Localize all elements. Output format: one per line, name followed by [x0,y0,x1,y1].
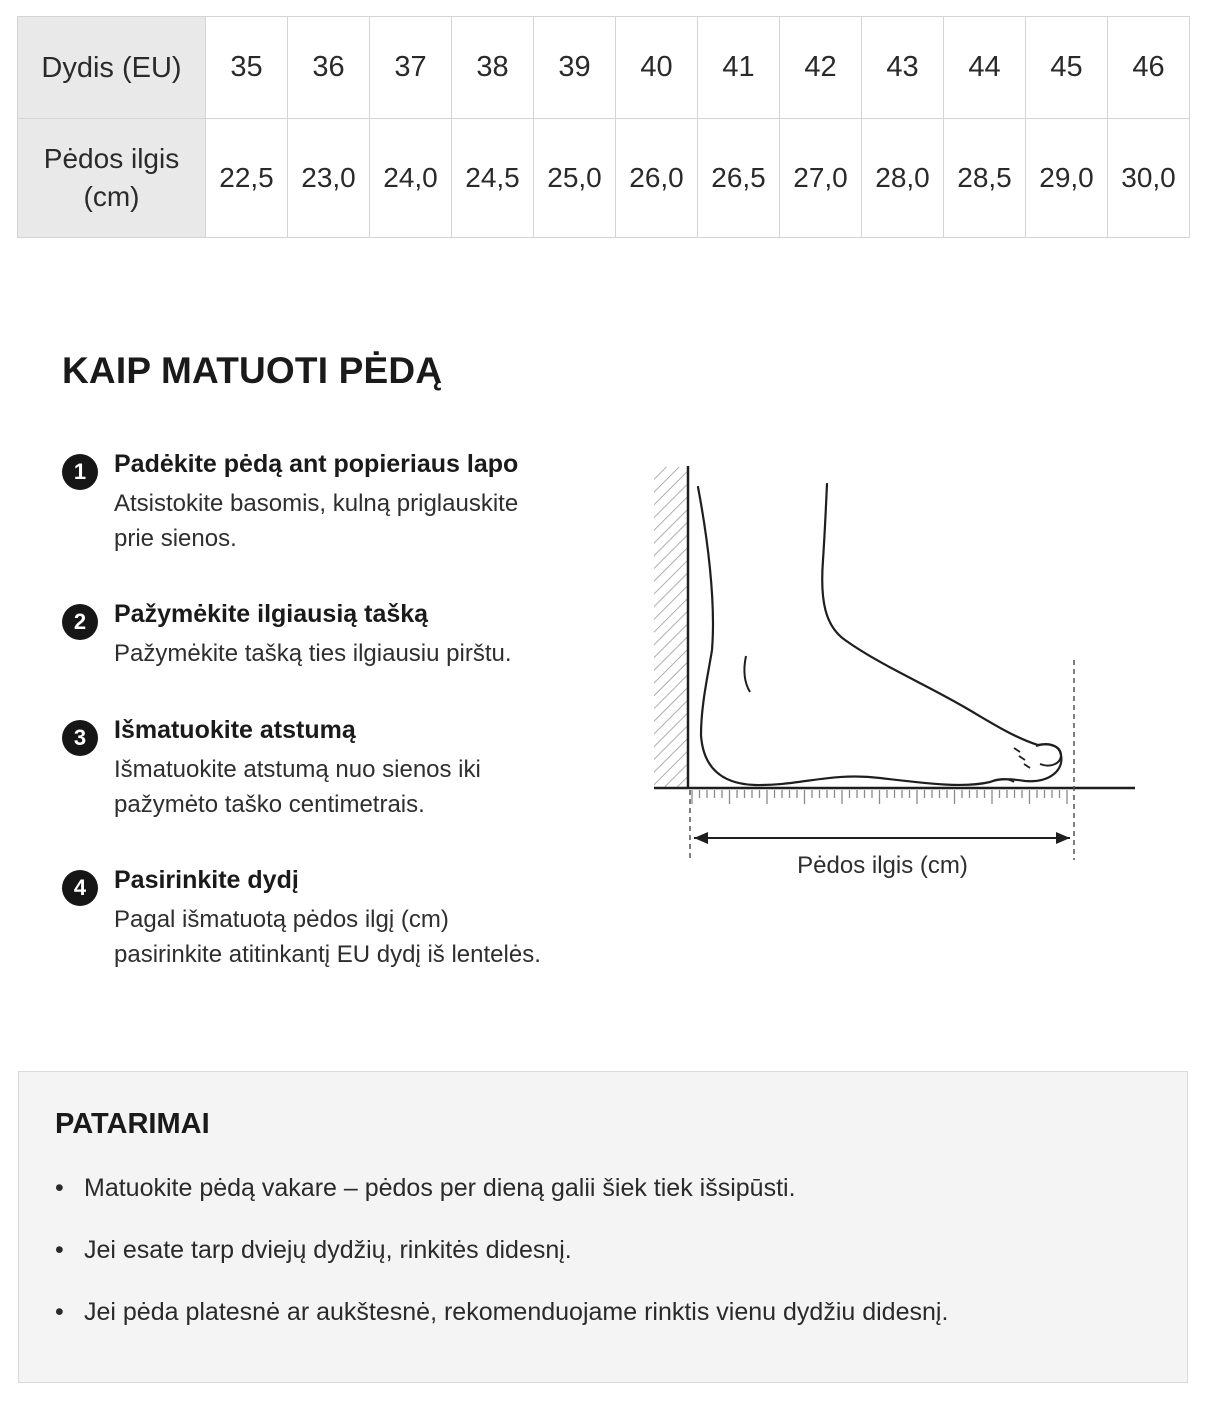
arrow-head-right [1056,832,1070,844]
length-cell: 24,5 [452,119,534,238]
wall-hatching [654,467,688,788]
step-description-line: prie sienos. [114,525,237,552]
ruler-ticks [692,790,1067,804]
foot-length-caption: Pėdos ilgis (cm) [797,852,968,879]
length-cell: 29,0 [1026,119,1108,238]
length-row-label [18,119,206,238]
size-row-label: Dydis (EU) [18,17,206,119]
size-cell: 39 [534,17,616,119]
tips-panel [18,1071,1188,1383]
tips-title: PATARIMAI [55,1108,210,1140]
toe-lines [990,748,1030,782]
tip-text: Jei pėda platesnė ar aukštesnė, rekomenduojame rinktis vienu dydžiu didesnį. [84,1298,949,1326]
step-number-badge: 2 [62,604,98,640]
step-title: Pažymėkite ilgiausią tašką [114,600,429,628]
bullet: • [55,1298,64,1326]
foot-outline [698,484,1061,785]
step-description [114,636,614,671]
step-number-badge: 1 [62,454,98,490]
size-cell: 38 [452,17,534,119]
step-number-badge: 4 [62,870,98,906]
length-cell: 26,5 [698,119,780,238]
length-cell: 27,0 [780,119,862,238]
step-description-line: Atsistokite basomis, kulną priglauskite [114,490,519,517]
length-row [18,119,1190,238]
arrow-head-left [694,832,708,844]
length-cell: 30,0 [1108,119,1190,238]
length-row-label-line2: (cm) [83,181,140,213]
step-title: Pasirinkite dydį [114,866,299,894]
bullet: • [55,1236,64,1264]
size-cell: 35 [206,17,288,119]
step-description [114,902,614,972]
step-description-line: pažymėto taško centimetrais. [114,791,425,818]
size-cell: 40 [616,17,698,119]
size-cell: 44 [944,17,1026,119]
size-cell: 36 [288,17,370,119]
how-to-title: KAIP MATUOTI PĖDĄ [62,350,443,391]
length-cell: 28,0 [862,119,944,238]
step-description [114,752,614,822]
length-cell: 24,0 [370,119,452,238]
step-title: Išmatuokite atstumą [114,716,356,744]
step-title: Padėkite pėdą ant popieriaus lapo [114,450,519,478]
length-row-label-line1: Pėdos ilgis [43,143,180,175]
size-cell: 46 [1108,17,1190,119]
size-row [18,17,1190,119]
ankle-mark [744,656,750,692]
tip-text: Jei esate tarp dviejų dydžių, rinkitės didesnį. [84,1236,572,1264]
size-cell: 37 [370,17,452,119]
toe-big [1036,744,1061,765]
tip-text: Matuokite pėdą vakare – pėdos per dieną galii šiek tiek išsipūsti. [84,1174,796,1202]
step-description-line: Pagal išmatuotą pėdos ilgį (cm) [114,906,449,933]
size-cell: 45 [1026,17,1108,119]
size-cell: 42 [780,17,862,119]
step-number-badge: 3 [62,720,98,756]
step-description-line: Išmatuokite atstumą nuo sienos iki [114,756,481,783]
tip-item [55,1298,948,1327]
tip-item [55,1174,796,1203]
tip-item [55,1236,572,1265]
size-cell: 41 [698,17,780,119]
length-cell: 25,0 [534,119,616,238]
length-cell: 28,5 [944,119,1026,238]
bullet: • [55,1174,64,1202]
length-cell: 22,5 [206,119,288,238]
foot-measurement-illustration [640,455,1150,895]
size-table [17,16,1190,238]
length-cell: 26,0 [616,119,698,238]
length-cell: 23,0 [288,119,370,238]
step-description-line: pasirinkite atitinkantį EU dydį iš lentelės. [114,941,541,968]
step-description-line: Pažymėkite tašką ties ilgiausiu pirštu. [114,640,512,667]
size-cell: 43 [862,17,944,119]
step-description [114,486,614,556]
